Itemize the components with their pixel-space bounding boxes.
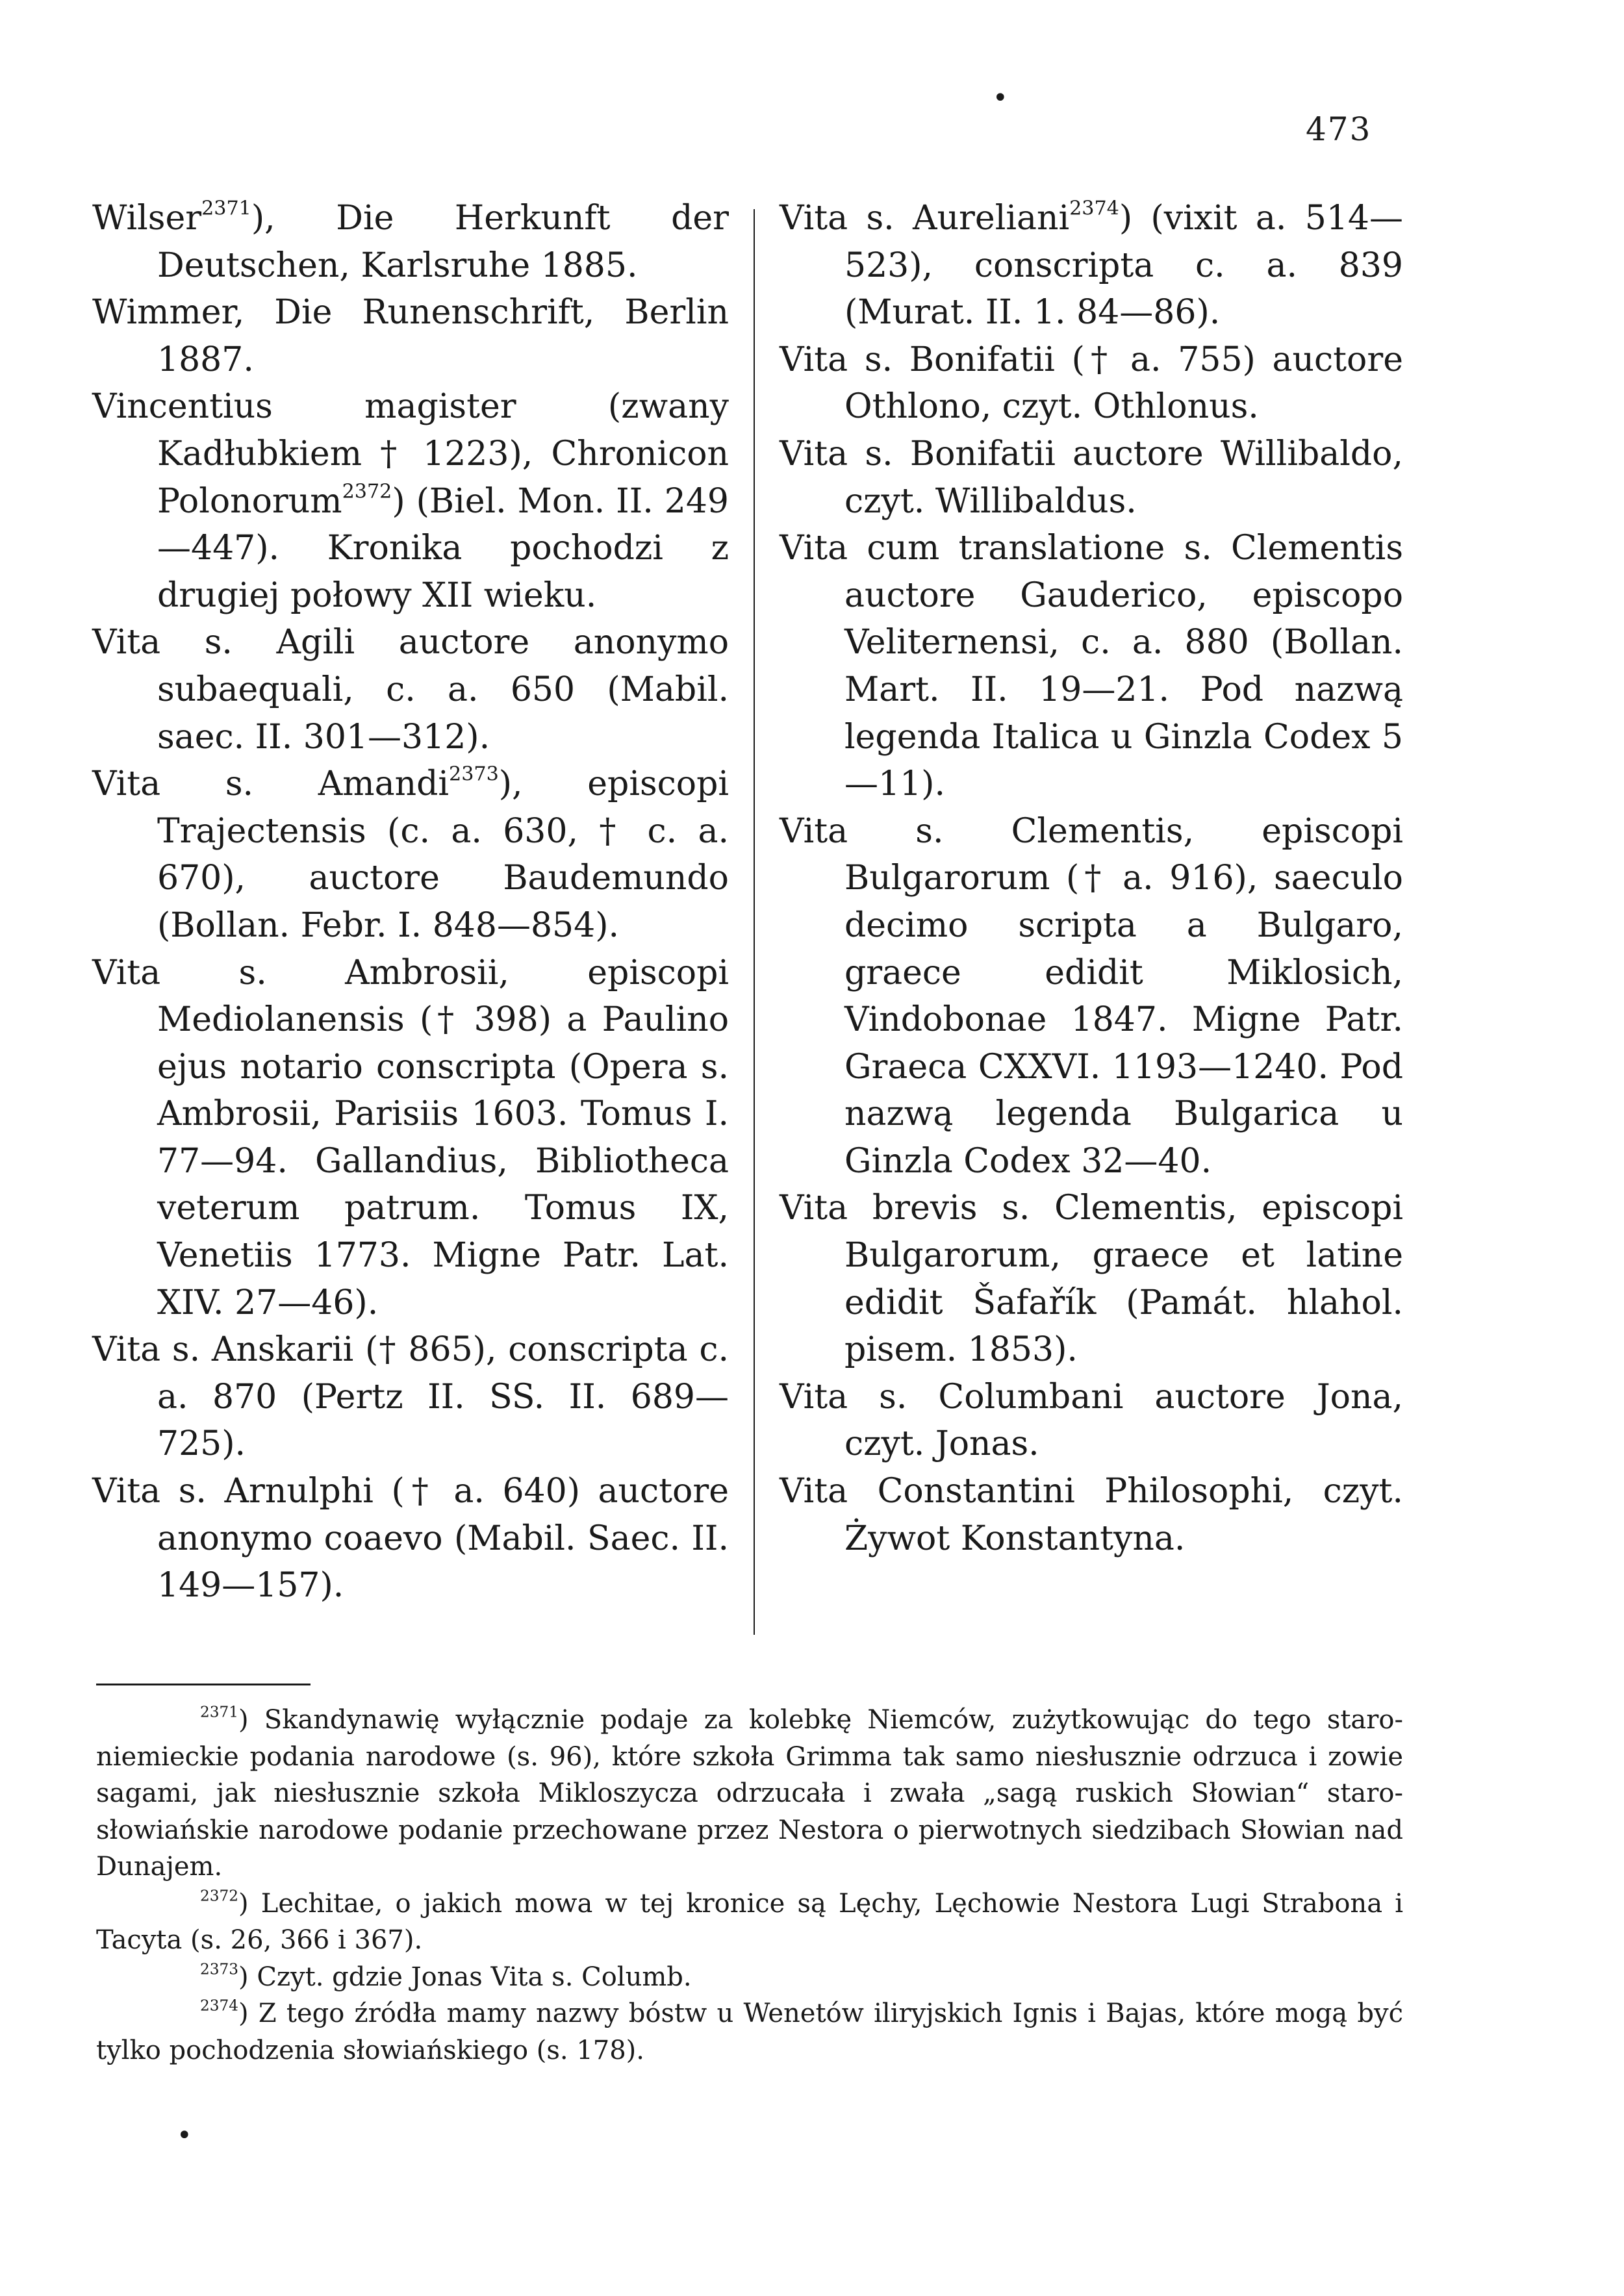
footnote-number: 2373 (200, 1960, 239, 1978)
footnote-ref[interactable]: 2373 (449, 763, 499, 786)
ink-dot: • (177, 2121, 192, 2151)
bibliography-entry: Vita cum translatione s. Clementis auctore Gauderico, episcopo Veliternensi, c. a. 880 (Bollan. Mart. II. 19—21. Pod nazwą legenda Italica u Ginzla Codex 5—11). (780, 529, 1403, 804)
bibliography-entry: Vita s. Anskarii († 865), conscripta c. a. 870 (Pertz II. SS. II. 689—725). (92, 1330, 729, 1464)
bibliography-entry: Wimmer, Die Runenschrift, Berlin 1887. (92, 293, 729, 379)
bibliography-entry: Wilser$^{2371}$), Die Herkunft der Deutschen, Karlsruhe 1885. (92, 197, 729, 285)
footnote-ref[interactable]: 2372 (342, 479, 392, 503)
footnote: $^{2374}$) Z tego źródła mamy nazwy bóstw u Wenetów iliryjskich Ignis i Bajas, które mogą być tylko pochodzenia słowiańskiego (s. 178). (96, 1997, 1403, 2065)
bibliography-entry: Vita s. Bonifatii auctore Willibaldo, czyt. Willibaldus. (780, 434, 1403, 521)
bibliography-entry: Vincentius magister (zwany Kadłubkiem † 1223), Chronicon Polonorum$^{2372}$) (Biel. Mon. II. 249—447). Kronika pochodzi z drugiej połowy XII wieku. (92, 387, 729, 615)
footnotes (96, 1702, 1403, 2069)
bibliography-entry: Vita s. Agili auctore anonymo subaequali, c. a. 650 (Mabil. saec. II. 301—312). (92, 623, 729, 757)
bibliography-entry: Vita s. Ambrosii, episcopi Mediolanensis († 398) a Paulino ejus notario conscripta (Opera s. Ambrosii, Parisiis 1603. Tomus I. 77—94. Gallandius, Bibliotheca veterum patrum. Tomus IX, Venetiis 1773. Migne Patr. Lat. XIV. 27—46). (92, 953, 729, 1322)
footnote-ref[interactable]: 2374 (1069, 197, 1119, 220)
footnote-ref[interactable]: 2371 (201, 197, 251, 220)
bibliography-entry: Vita s. Amandi$^{2373}$), episcopi Trajectensis (c. a. 630, † c. a. 670), auctore Baudemundo (Bollan. Febr. I. 848—854). (92, 763, 729, 945)
bibliography-entry: Vita Constantini Philosophi, czyt. Żywot Konstantyna. (780, 1472, 1403, 1558)
footnote: $^{2371}$) Skandynawię wyłącznie podaje za kolebkę Niemców, zużytkowując do tego staro-niemieckie podania narodowe (s. 96), które szkoła Grimma tak samo niesłusznie odrzuca i zowie sagami, jak niesłusznie szkoła Mikloszycza odrzucała i zwała „sagą ruskich Słowian“ staro-słowiańskie narodowe podanie przechowane przez Nestora o pierwotnych siedzibach Słowian nad Dunajem. (96, 1703, 1403, 1882)
ink-dot: • (993, 83, 1008, 113)
bibliography-entry: Vita s. Bonifatii († a. 755) auctore Othlono, czyt. Othlonus. (780, 340, 1403, 427)
footnote: $^{2373}$) Czyt. gdzie Jonas Vita s. Columb. (200, 1960, 692, 1992)
footnote-separator (96, 1684, 311, 1685)
bibliography-entry: Vita brevis s. Clementis, episcopi Bulgarorum, graece et latine edidit Šafařík (Památ. hlahol. pisem. 1853). (780, 1189, 1403, 1370)
bibliography-entry: Vita s. Arnulphi († a. 640) auctore anonymo coaevo (Mabil. Saec. II. 149—157). (92, 1472, 729, 1606)
footnote-number: 2372 (200, 1887, 239, 1905)
column-divider (754, 209, 755, 1635)
bibliography-entry: Vita s. Aureliani$^{2374}$) (vixit a. 514—523), conscripta c. a. 839 (Murat. II. 1. 84—86). (780, 197, 1403, 333)
right-column (780, 195, 1403, 1562)
footnote: $^{2372}$) Lechitae, o jakich mowa w tej kronice są Lęchy, Lęchowie Nestora Lugi Strabona i Tacyta (s. 26, 366 i 367). (96, 1887, 1403, 1955)
page-number: 473 (1306, 110, 1372, 148)
bibliography-entry: Vita s. Clementis, episcopi Bulgarorum († a. 916), saeculo decimo scripta a Bulgaro, graece edidit Miklosich, Vindobonae 1847. Migne Patr. Graeca CXXVI. 1193—1240. Pod nazwą legenda Bulgarica u Ginzla Codex 32—40. (780, 811, 1403, 1181)
bibliography-entry: Vita s. Columbani auctore Jona, czyt. Jonas. (780, 1377, 1403, 1464)
footnote-number: 2374 (200, 1997, 239, 2015)
footnote-number: 2371 (200, 1703, 239, 1721)
left-column (92, 195, 729, 1609)
